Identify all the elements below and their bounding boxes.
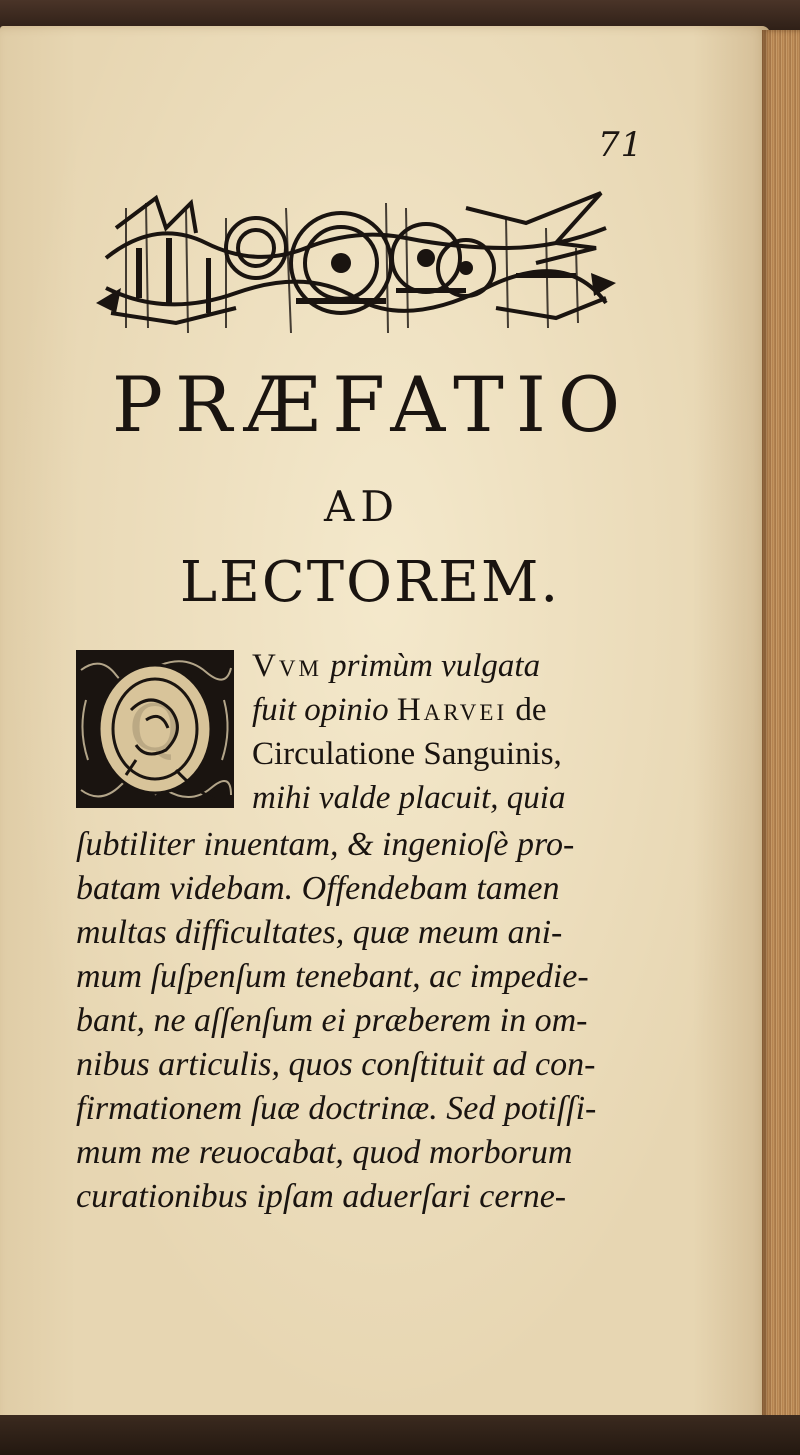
- body-line-5: ſubtiliter inuentam, & ingenioſè pro-: [76, 826, 575, 863]
- body-line-2: [252, 692, 547, 729]
- body-line-6: batam videbam. Offendebam tamen: [76, 870, 560, 907]
- page-number: 71: [598, 125, 644, 165]
- body-line-12: mum me reuocabat, quod morborum: [76, 1134, 573, 1171]
- headpiece-ornament-icon: [96, 188, 616, 340]
- initial-letter: Q: [128, 692, 182, 766]
- page-title: PRÆFATIO: [111, 360, 633, 449]
- line1-italic: primùm vulgata: [330, 648, 541, 684]
- body-line-9: bant, ne aſſenſum ei præberem in om-: [76, 1002, 588, 1039]
- body-line-8: mum ſuſpenſum tenebant, ac impedie-: [76, 958, 589, 995]
- subtitle-ad: AD: [323, 482, 400, 531]
- line2-end: de: [515, 692, 547, 728]
- body-line-3: Circulatione Sanguinis,: [252, 736, 562, 772]
- page-edge-stack: [762, 30, 800, 1430]
- line1-caps: Vvm: [252, 648, 322, 684]
- body-line-10: nibus articulis, quos conſtituit ad con-: [76, 1046, 596, 1083]
- decorated-initial-icon: [76, 650, 234, 808]
- body-line-7: multas difficultates, quæ meum ani-: [76, 914, 563, 951]
- line2-caps: Harvei: [396, 692, 508, 728]
- body-line-11: firmationem ſuæ doctrinæ. Sed potiſſi-: [76, 1090, 597, 1127]
- body-line-13: curationibus ipſam aduerſari cerne-: [76, 1178, 567, 1215]
- body-line-4: mihi valde placuit, quia: [252, 780, 566, 816]
- subtitle-lectorem: LECTOREM.: [179, 550, 561, 615]
- body-line-1: [252, 648, 540, 685]
- binding-bottom: [0, 1415, 800, 1455]
- line2-italic: fuit opinio: [252, 692, 389, 728]
